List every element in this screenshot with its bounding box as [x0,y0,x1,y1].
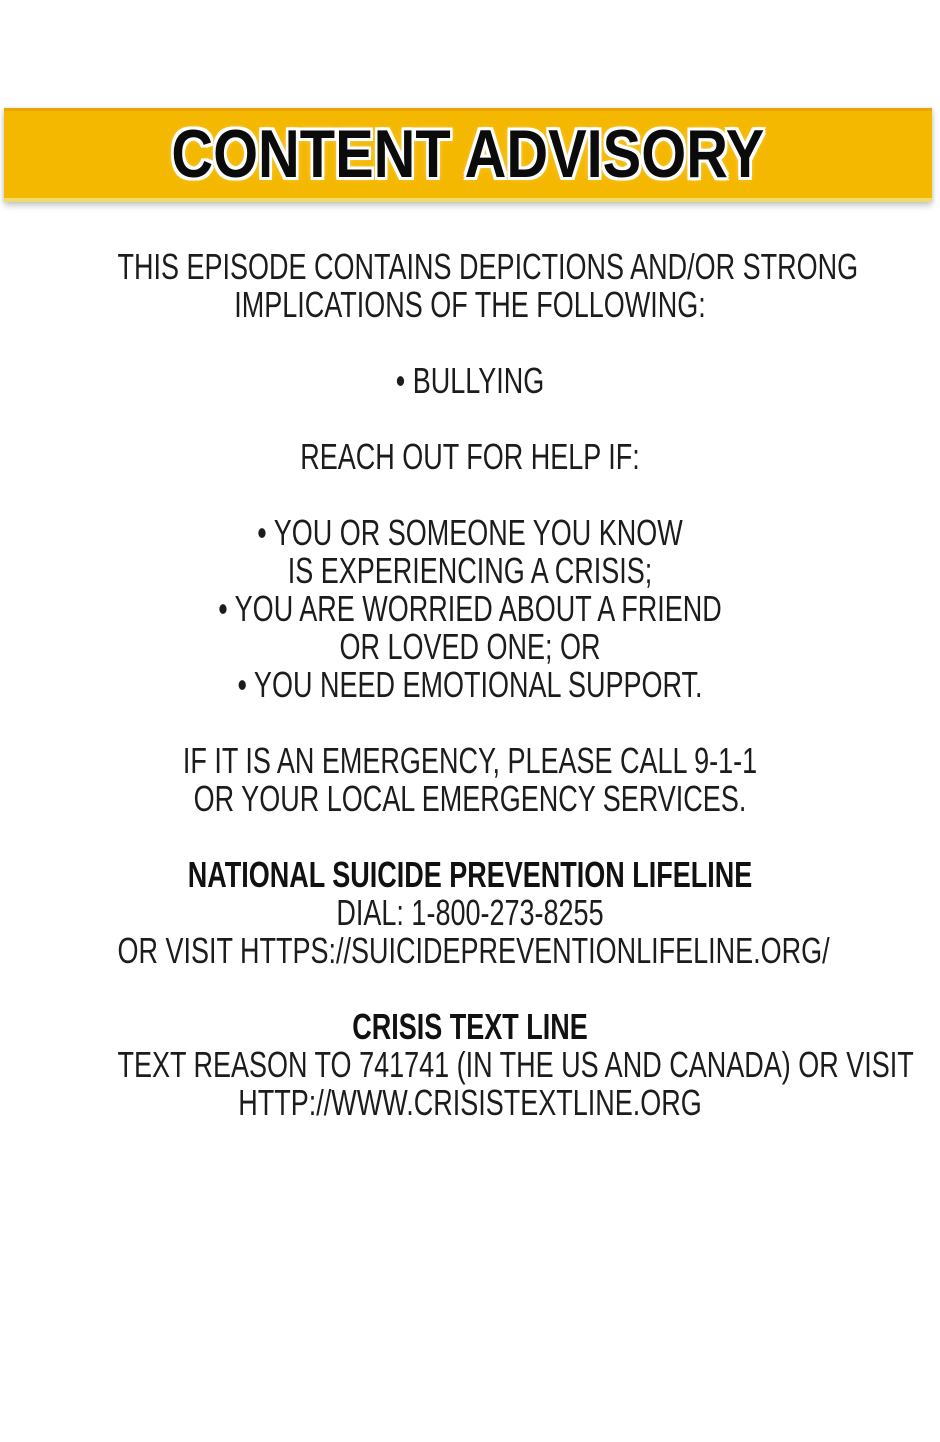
lifeline-url-line: OR VISIT HTTPS://SUICIDEPREVENTIONLIFELINE.ORG/ [117,930,830,971]
reason-continuation-line: IS EXPERIENCING A CRISIS; [287,550,653,591]
advisory-body [0,248,940,1122]
reach-out-line: REACH OUT FOR HELP IF: [300,436,640,477]
emergency-line: IF IT IS AN EMERGENCY, PLEASE CALL 9-1-1 [182,740,758,781]
crisis-text-line-instructions: TEXT REASON TO 741741 (IN THE US AND CANADA) OR VISIT [117,1044,914,1085]
reason-continuation-line: OR LOVED ONE; OR [339,626,601,667]
reason-bullet-item: • YOU NEED EMOTIONAL SUPPORT. [237,664,703,705]
topic-bullet-item: • BULLYING [395,360,545,401]
emergency-paragraph [118,742,823,818]
content-advisory-banner [4,108,932,202]
reach-out-paragraph [118,438,823,476]
lifeline-heading: NATIONAL SUICIDE PREVENTION LIFELINE [187,854,753,895]
reason-bullet-item: • YOU OR SOMEONE YOU KNOW [257,512,683,553]
lifeline-phone-line: DIAL: 1-800-273-8255 [336,892,604,933]
reasons-list [118,514,823,704]
intro-line: THIS EPISODE CONTAINS DEPICTIONS AND/OR STRONG [117,246,859,287]
reason-bullet-item: • YOU ARE WORRIED ABOUT A FRIEND [218,588,722,629]
topic-list [118,362,823,400]
lifeline-section [117,854,830,971]
emergency-line: OR YOUR LOCAL EMERGENCY SERVICES. [193,778,747,819]
crisis-text-line-section [117,1006,914,1123]
crisis-text-line-url: HTTP://WWW.CRISISTEXTLINE.ORG [238,1082,702,1123]
intro-paragraph [117,246,859,325]
crisis-text-line-heading: CRISIS TEXT LINE [352,1006,588,1047]
page-title: CONTENT ADVISORY [171,116,765,192]
intro-line: IMPLICATIONS OF THE FOLLOWING: [234,284,706,325]
content-advisory-card [0,108,940,1442]
